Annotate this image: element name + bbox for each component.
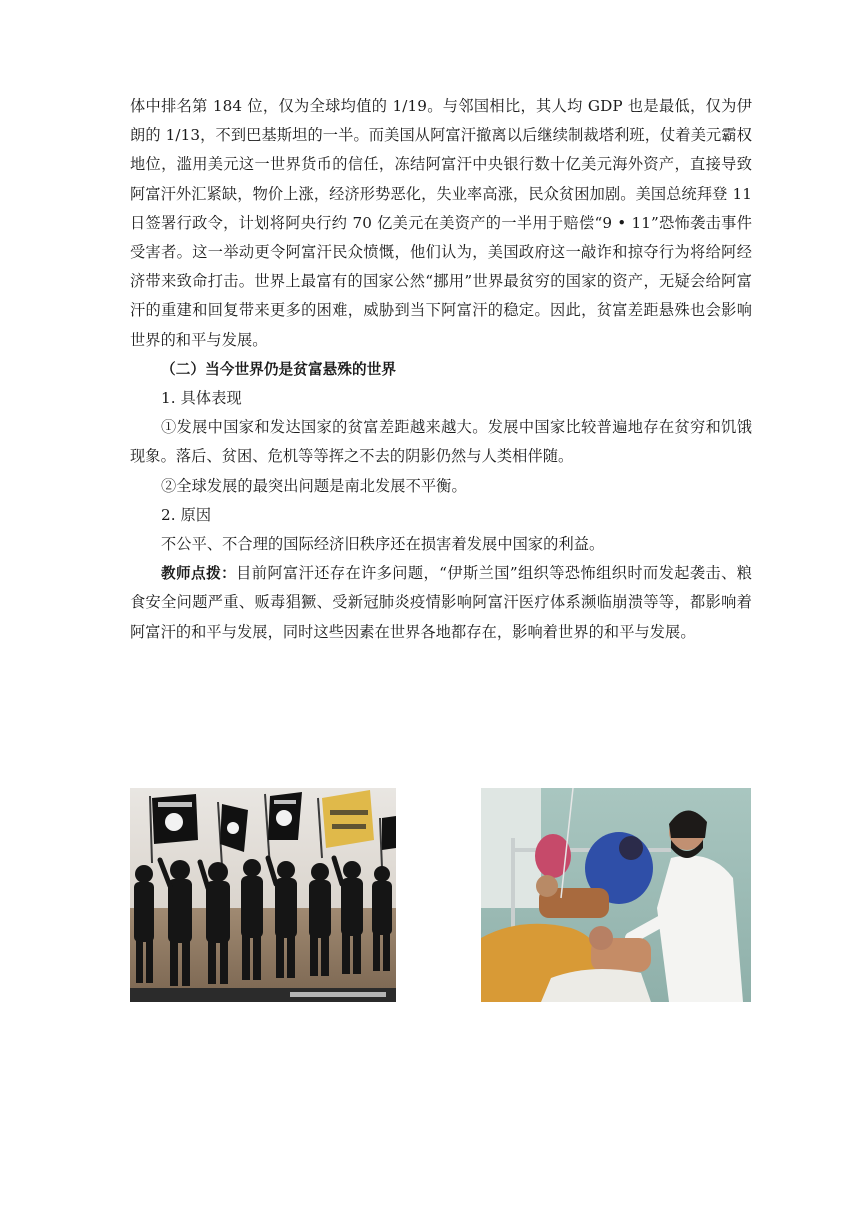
section-heading: （二）当今世界仍是贫富悬殊的世界	[161, 360, 397, 378]
hospital-children-photo	[481, 788, 751, 1002]
militant-group-photo-icon	[130, 788, 396, 1002]
teacher-note-label: 教师点拨：	[161, 565, 237, 583]
subheading-manifestation: 1. 具体表现	[161, 389, 242, 408]
paragraph-reason: 不公平、不合理的国际经济旧秩序还在损害着发展中国家的利益。	[161, 535, 605, 554]
list-item-gap: ①发展中国家和发达国家的贫富差距越来越大。发展中国家比较普遍地存在贫穷和饥饿现象。落后、贫困、危机等等挥之不去的阴影仍然与人类相伴随。	[130, 418, 752, 466]
militant-group-photo	[130, 788, 396, 1002]
body-text	[130, 92, 752, 647]
paragraph-gdp: 体中排名第 184 位，仅为全球均值的 1/19。与邻国相比，其人均 GDP 也是最低，仅为伊朗的 1/13，不到巴基斯坦的一半。而美国从阿富汗撤离以后继续制裁塔利班，仗着美元霸权地位，滥用美元这一世界货币的信任，冻结阿富汗中央银行数十亿美元海外资产，直接导致阿富汗外汇紧缺，物价上涨，经济形势恶化，失业率高涨，民众贫困加剧。美国总统拜登 11 日签署行政令，计划将阿央行约 70 亿美元在美资产的一半用于赔偿“9 • 11”恐怖袭击事件受害者。这一举动更令阿富汗民众愤慨，他们认为，美国政府这一敲诈和掠夺行为将给阿经济带来致命打击。世界上最富有的国家公然“挪用”世界最贫穷的国家的资产，无疑会给阿富汗的重建和回复带来更多的困难，威胁到当下阿富汗的稳定。因此，贫富差距悬殊也会影响世界的和平与发展。	[130, 97, 752, 349]
subheading-reason: 2. 原因	[161, 505, 212, 524]
list-item-imbalance: ②全球发展的最突出问题是南北发展不平衡。	[161, 476, 467, 495]
teacher-note-text: 目前阿富汗还存在许多问题，“伊斯兰国”组织等恐怖组织时而发起袭击、粮食安全问题严重、贩毒猖獗、受新冠肺炎疫情影响阿富汗医疗体系濒临崩溃等等，都影响着阿富汗的和平与发展，同时这些因素在世界各地都存在，影响着世界的和平与发展。	[130, 564, 752, 641]
teacher-note	[130, 559, 752, 647]
hospital-children-photo-icon	[481, 788, 751, 1002]
